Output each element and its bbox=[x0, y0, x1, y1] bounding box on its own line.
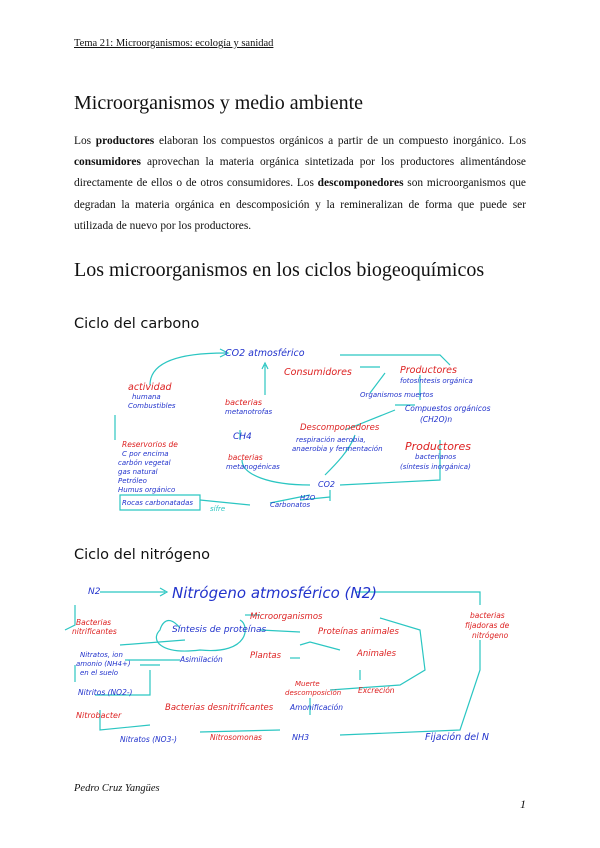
carbon-cycle-heading: Ciclo del carbono bbox=[74, 316, 200, 332]
label-en-el-suelo: en el suelo bbox=[80, 669, 119, 677]
label-petroleo: Petróleo bbox=[118, 477, 147, 485]
label-co2-bottom: CO2 bbox=[318, 480, 335, 489]
label-bacterias-desnitrificantes: Bacterias desnitrificantes bbox=[165, 703, 274, 713]
label-n2: N2 bbox=[88, 587, 101, 597]
label-productores: Productores bbox=[400, 365, 457, 376]
label-rocas-carbonatadas: Rocas carbonatadas bbox=[122, 499, 194, 507]
label-fotosintesis: fotosíntesis orgánica bbox=[400, 377, 473, 385]
label-asimilacion: Asimilación bbox=[180, 655, 223, 664]
label-nitrobacter: Nitrobacter bbox=[76, 711, 122, 720]
label-amonio: amonio (NH4+) bbox=[76, 660, 131, 668]
carbon-cycle-diagram bbox=[0, 335, 600, 520]
label-co2-atmosferico: CO2 atmosférico bbox=[225, 348, 305, 359]
label-fijacion-n: Fijación del N bbox=[425, 732, 489, 743]
label-consumidores: Consumidores bbox=[284, 367, 352, 378]
label-c-por-encima: C por encima bbox=[122, 450, 169, 458]
term-consumidores: consumidores bbox=[74, 156, 141, 169]
label-carbon-vegetal: carbón vegetal bbox=[118, 459, 171, 467]
label-metanogenicas: metanogénicas bbox=[226, 463, 280, 471]
label-metanotrofas: metanotrofas bbox=[225, 408, 273, 416]
label-nh3: NH3 bbox=[292, 733, 310, 742]
label-bacterias-metanogenicas: bacterias bbox=[228, 453, 263, 462]
label-nitritos: Nitritos (NO2-) bbox=[78, 688, 133, 697]
label-humus: Humus orgánico bbox=[118, 486, 176, 494]
label-gas-natural: gas natural bbox=[118, 468, 158, 476]
label-respiracion: respiración aerobia, bbox=[296, 436, 366, 444]
label-anaerobia: anaerobia y fermentación bbox=[292, 445, 383, 453]
label-h2o: H2O bbox=[300, 494, 316, 502]
label-nitratos-ion: Nitratos, ion bbox=[80, 651, 123, 659]
page-number: 1 bbox=[520, 797, 526, 811]
label-descomponedores: Descomponedores bbox=[300, 423, 380, 433]
label-muerte: Muerte bbox=[295, 680, 320, 688]
label-bacterias-nitrificantes: Bacterias bbox=[76, 618, 112, 627]
section-heading-ciclos: Los microorganismos en los ciclos biogeoquímicos bbox=[74, 259, 485, 281]
label-nitrogeno: nitrógeno bbox=[472, 631, 509, 640]
label-combustibles: Combustibles bbox=[128, 402, 176, 410]
label-nitrificantes: nitrificantes bbox=[72, 627, 117, 636]
label-microorganismos: Microorganismos bbox=[250, 612, 323, 622]
label-bacterianos: bacterianos bbox=[415, 453, 457, 461]
label-compuestos-organicos: Compuestos orgánicos bbox=[405, 404, 491, 413]
label-fijadoras: fijadoras de bbox=[465, 621, 510, 630]
label-sintesis-proteinas: Síntesis de proteínas bbox=[172, 625, 267, 635]
label-nitrosomonas: Nitrosomonas bbox=[210, 733, 262, 742]
label-humana: humana bbox=[132, 393, 161, 401]
label-actividad: actividad bbox=[128, 382, 172, 393]
label-organismos-muertos: Organismos muertos bbox=[360, 391, 434, 399]
label-excrecion: Excreción bbox=[358, 686, 395, 695]
section-heading-microorganismos: Microorganismos y medio ambiente bbox=[74, 92, 364, 114]
label-bacterias-fijadoras: bacterias bbox=[470, 611, 505, 620]
label-productores-bacterianos: Productores bbox=[405, 440, 471, 453]
nitrogen-cycle-diagram bbox=[0, 570, 600, 755]
label-proteinas-animales: Proteínas animales bbox=[318, 627, 399, 637]
label-reservorios: Reservorios de bbox=[122, 440, 178, 449]
label-plantas: Plantas bbox=[250, 651, 282, 661]
label-descomposicion: descomposición bbox=[285, 689, 342, 697]
label-nitratos: Nitratos (NO3-) bbox=[120, 735, 177, 744]
intro-paragraph: Los productores elaboran los compuestos orgánicos a partir de un compuesto inorgánico. Los consumidores aprovechan la materia orgánica sintetizada por los productores alimentándose directamente de ellos o de otros consumidores. Los descomponedores son microorganismos que degradan la materia orgánica en descomposición y la remineralizan de forma que puede ser utilizada de nuevo por los productores. bbox=[74, 135, 526, 232]
label-sintesis-inorganica: (síntesis inorgánica) bbox=[400, 463, 471, 471]
label-bacterias-metanotrofas: bacterias bbox=[225, 398, 263, 407]
label-ch4: CH4 bbox=[233, 432, 252, 442]
label-animales: Animales bbox=[357, 649, 397, 659]
term-productores: productores bbox=[95, 135, 155, 147]
label-nitrogeno-atmosferico: Nitrógeno atmosférico (N2) bbox=[172, 584, 377, 602]
document-header: Tema 21: Microorganismos: ecología y sanidad bbox=[74, 38, 274, 49]
label-carbonatos: Carbonatos bbox=[270, 501, 311, 509]
term-descomponedores: descomponedores bbox=[317, 177, 404, 190]
label-amonificacion: Amonificación bbox=[290, 703, 343, 712]
nitrogen-cycle-heading: Ciclo del nitrógeno bbox=[74, 547, 211, 563]
label-sifre: sífre bbox=[210, 505, 226, 513]
footer-author: Pedro Cruz Yangües bbox=[74, 783, 160, 794]
label-ch2o: (CH2O)n bbox=[420, 415, 453, 424]
